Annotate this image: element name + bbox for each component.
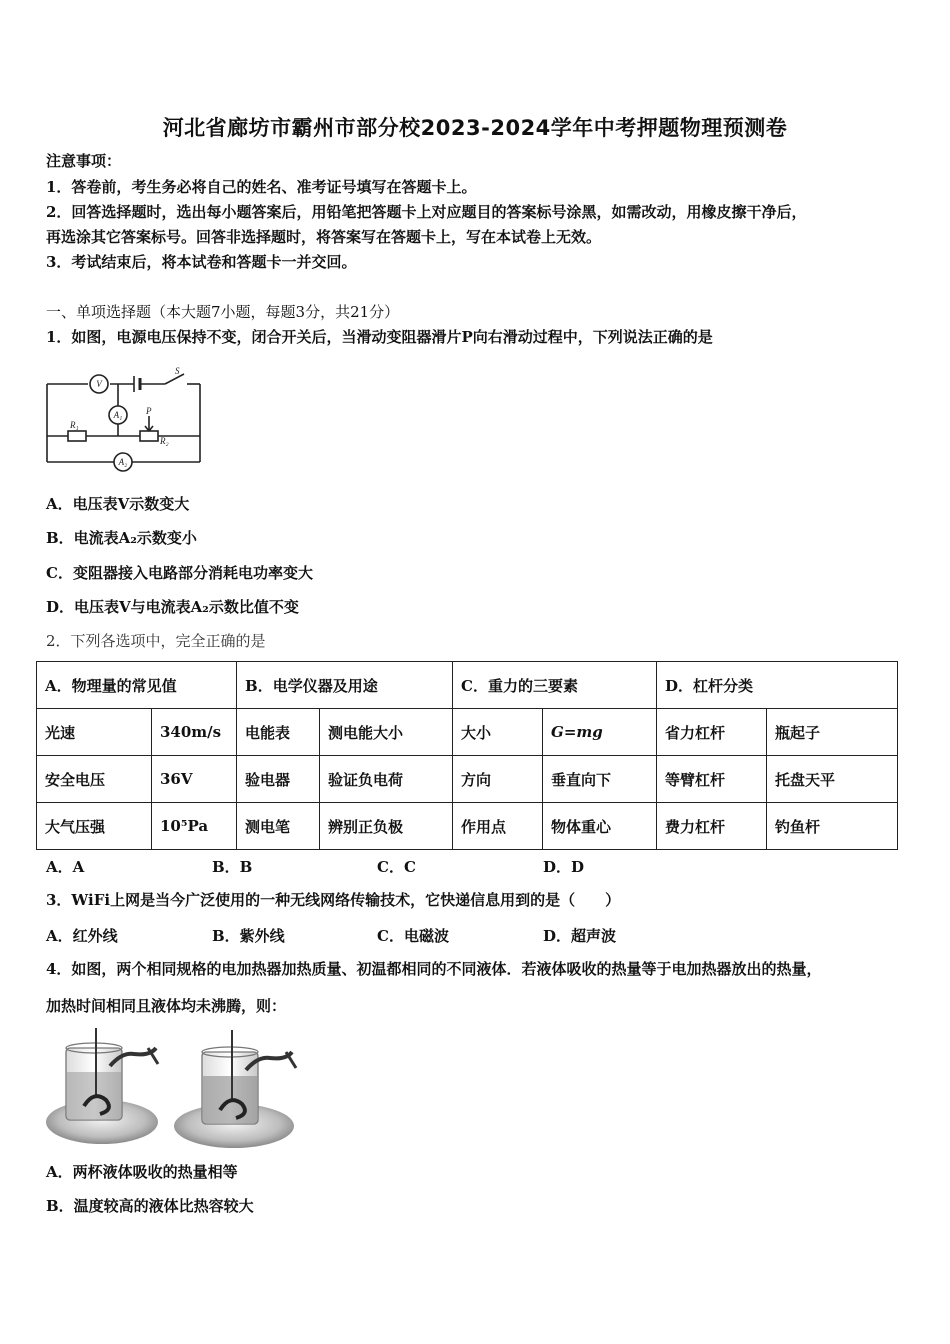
voltmeter-label: V: [96, 379, 102, 389]
table-header: C．重力的三要素: [453, 662, 657, 709]
q3-option-c: C．电磁波: [377, 927, 449, 945]
table-header-row: [37, 662, 898, 709]
table-header: D．杠杆分类: [657, 662, 898, 709]
table-row: [37, 756, 898, 803]
q4-option-a: A．两杯液体吸收的热量相等: [46, 1163, 238, 1181]
table-cell: 340m/s: [152, 709, 237, 756]
q1-stem: 1．如图，电源电压保持不变，闭合开关后，当滑动变阻器滑片P向右滑动过程中，下列说法正确的是: [46, 328, 713, 346]
q4-stem-line-1: 4．如图，两个相同规格的电加热器加热质量、初温都相同的不同液体．若液体吸收的热量等于电加热器放出的热量，: [46, 960, 822, 978]
table-cell: 垂直向下: [543, 756, 657, 803]
table-header: A．物理量的常见值: [37, 662, 237, 709]
notice-line-2b: 再选涂其它答案标号。回答非选择题时，将答案写在答题卡上，写在本试卷上无效。: [46, 228, 602, 246]
q2-option-d: D．D: [543, 858, 585, 876]
circuit-diagram: [42, 364, 207, 474]
table-cell: 大气压强: [37, 803, 152, 850]
table-row: [37, 803, 898, 850]
q2-option-b: B．B: [212, 858, 253, 876]
resistor-r2-label: R₂: [160, 436, 169, 446]
q4-stem-line-2: 加热时间相同且液体均未沸腾，则：: [46, 997, 287, 1015]
table-header: B．电学仪器及用途: [237, 662, 453, 709]
section-heading: 一、单项选择题（本大题7小题，每题3分，共21分）: [46, 303, 400, 321]
table-cell: 托盘天平: [767, 756, 898, 803]
table-cell: 方向: [453, 756, 543, 803]
q3-option-b: B．紫外线: [212, 927, 285, 945]
q4-option-b: B．温度较高的液体比热容较大: [46, 1197, 254, 1215]
ammeter-a2-label: A₂: [118, 457, 128, 467]
page-title: 河北省廊坊市霸州市部分校2023-2024学年中考押题物理预测卷: [162, 116, 788, 140]
q2-option-c: C．C: [377, 858, 416, 876]
table-cell: 36V: [152, 756, 237, 803]
table-cell: 10⁵Pa: [152, 803, 237, 850]
table-cell: 验电器: [237, 756, 320, 803]
table-cell: 大小: [453, 709, 543, 756]
table-row: [37, 709, 898, 756]
table-cell: 省力杠杆: [657, 709, 767, 756]
table-cell: G=mg: [543, 709, 657, 756]
table-cell: 作用点: [453, 803, 543, 850]
table-cell: 电能表: [237, 709, 320, 756]
heating-beakers-figure: [44, 1026, 306, 1150]
q1-option-c: C．变阻器接入电路部分消耗电功率变大: [46, 564, 313, 582]
table-cell: 测电笔: [237, 803, 320, 850]
q2-option-a: A．A: [46, 858, 85, 876]
notice-line-3: 3．考试结束后，将本试卷和答题卡一并交回。: [46, 253, 357, 271]
table-cell: 辨别正负极: [320, 803, 453, 850]
q2-table: [36, 661, 898, 850]
table-cell: 瓶起子: [767, 709, 898, 756]
q3-option-d: D．超声波: [543, 927, 617, 945]
table-cell: 钓鱼杆: [767, 803, 898, 850]
notice-line-1: 1．答卷前，考生务必将自己的姓名、准考证号填写在答题卡上。: [46, 178, 477, 196]
q1-option-b: B．电流表A₂示数变小: [46, 529, 197, 547]
switch-label: S: [175, 366, 180, 376]
slider-label: P: [146, 406, 152, 416]
resistor-r1-label: R₁: [70, 420, 79, 430]
q2-stem: 2．下列各选项中，完全正确的是: [46, 632, 266, 650]
table-cell: 光速: [37, 709, 152, 756]
notice-line-2a: 2．回答选择题时，选出每小题答案后，用铅笔把答题卡上对应题目的答案标号涂黑，如需改动，用橡皮擦干净后，: [46, 203, 807, 221]
q3-option-a: A．红外线: [46, 927, 118, 945]
table-cell: 验证负电荷: [320, 756, 453, 803]
ammeter-a1-label: A₁: [113, 410, 123, 420]
table-cell: 安全电压: [37, 756, 152, 803]
table-cell: 等臂杠杆: [657, 756, 767, 803]
table-cell: 物体重心: [543, 803, 657, 850]
q1-option-a: A．电压表V示数变大: [46, 495, 190, 513]
table-cell: 测电能大小: [320, 709, 453, 756]
q1-option-d: D．电压表V与电流表A₂示数比值不变: [46, 598, 299, 616]
q3-stem: 3．WiFi上网是当今广泛使用的一种无线网络传输技术，它快递信息用到的是（ ）: [46, 891, 621, 909]
notice-heading: 注意事项：: [46, 152, 122, 170]
table-cell: 费力杠杆: [657, 803, 767, 850]
